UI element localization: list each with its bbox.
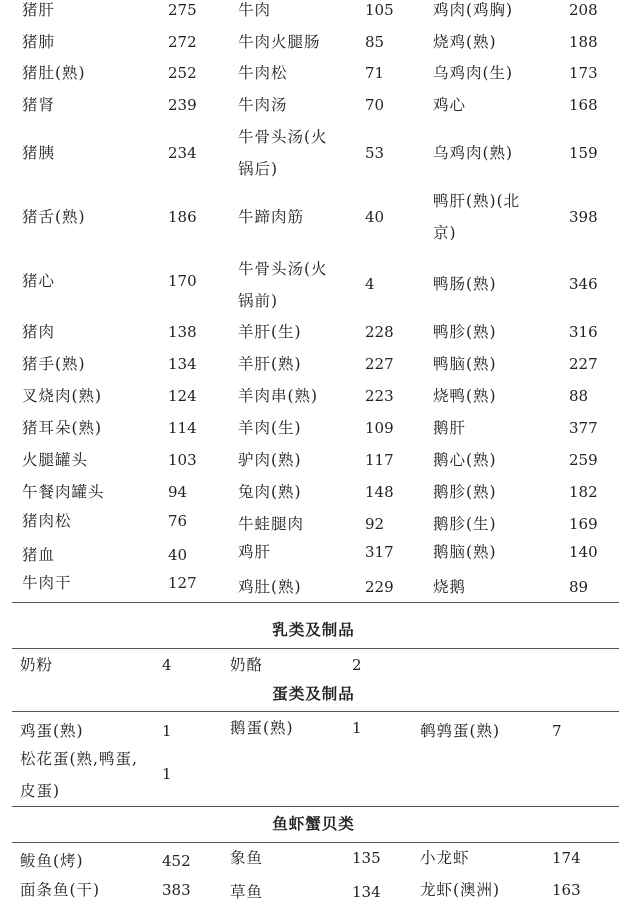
food-name: 草鱼 bbox=[230, 883, 264, 901]
purine-value: 208 bbox=[569, 1, 598, 19]
purine-value: 53 bbox=[365, 144, 385, 162]
purine-value: 85 bbox=[365, 33, 385, 51]
table-rule bbox=[12, 602, 619, 603]
food-name: 火腿罐头 bbox=[22, 451, 89, 469]
food-name: 鸡蛋(熟) bbox=[20, 722, 84, 740]
food-name: 鸭胗(熟) bbox=[433, 323, 497, 341]
purine-value: 174 bbox=[552, 849, 581, 867]
purine-value: 259 bbox=[569, 451, 598, 469]
purine-value: 124 bbox=[168, 387, 197, 405]
food-name: 牛肉 bbox=[238, 1, 272, 19]
food-name: 午餐肉罐头 bbox=[22, 483, 105, 501]
purine-value: 92 bbox=[365, 515, 385, 533]
food-name: 猪胰 bbox=[22, 144, 56, 162]
purine-value: 377 bbox=[569, 419, 598, 437]
purine-value: 159 bbox=[569, 144, 598, 162]
food-name: 鹅心(熟) bbox=[433, 451, 497, 469]
food-name-line2: 京) bbox=[433, 224, 457, 242]
purine-value: 7 bbox=[552, 722, 562, 740]
purine-value: 398 bbox=[569, 208, 598, 226]
food-name: 羊肉(生) bbox=[238, 419, 302, 437]
purine-value: 173 bbox=[569, 64, 598, 82]
food-name: 猪肉 bbox=[22, 323, 56, 341]
food-name-line1: 牛骨头汤(火 bbox=[238, 260, 328, 278]
food-name: 龙虾(澳洲) bbox=[420, 881, 501, 899]
purine-value: 70 bbox=[365, 96, 385, 114]
food-name: 羊肉串(熟) bbox=[238, 387, 319, 405]
food-name: 兔肉(熟) bbox=[238, 483, 302, 501]
purine-value: 346 bbox=[569, 275, 598, 293]
purine-value: 186 bbox=[168, 208, 197, 226]
food-name: 鹅脑(熟) bbox=[433, 543, 497, 561]
purine-value: 227 bbox=[365, 355, 394, 373]
food-name: 叉烧肉(熟) bbox=[22, 387, 103, 405]
table-rule bbox=[12, 711, 619, 712]
food-name: 鸡肉(鸡胸) bbox=[433, 1, 514, 19]
food-name: 小龙虾 bbox=[420, 849, 470, 867]
food-name: 鸡心 bbox=[433, 96, 467, 114]
food-name: 烧鹅 bbox=[433, 578, 467, 596]
food-name: 鹅胗(熟) bbox=[433, 483, 497, 501]
purine-value: 114 bbox=[168, 419, 197, 437]
food-name: 猪舌(熟) bbox=[22, 208, 86, 226]
food-name: 猪肝 bbox=[22, 1, 56, 19]
purine-value: 4 bbox=[162, 656, 172, 674]
food-name: 鸭肠(熟) bbox=[433, 275, 497, 293]
food-name-line1: 鸭肝(熟)(北 bbox=[433, 192, 521, 210]
food-name: 鹅肝 bbox=[433, 419, 467, 437]
purine-value: 452 bbox=[162, 852, 191, 870]
food-name: 猪肺 bbox=[22, 33, 56, 51]
purine-value: 88 bbox=[569, 387, 589, 405]
purine-value: 168 bbox=[569, 96, 598, 114]
food-name: 猪肚(熟) bbox=[22, 64, 86, 82]
purine-value: 117 bbox=[365, 451, 394, 469]
purine-value: 182 bbox=[569, 483, 598, 501]
purine-value: 317 bbox=[365, 543, 394, 561]
food-name: 猪肉松 bbox=[22, 512, 72, 530]
purine-value: 103 bbox=[168, 451, 197, 469]
food-name: 奶粉 bbox=[20, 656, 54, 674]
purine-value: 105 bbox=[365, 1, 394, 19]
purine-value: 76 bbox=[168, 512, 188, 530]
purine-value: 229 bbox=[365, 578, 394, 596]
purine-value: 227 bbox=[569, 355, 598, 373]
section-title-seafood: 鱼虾蟹贝类 bbox=[272, 814, 355, 833]
food-name-line2: 皮蛋) bbox=[20, 782, 61, 800]
food-name: 鸡肚(熟) bbox=[238, 578, 302, 596]
section-title-eggs: 蛋类及制品 bbox=[272, 684, 355, 703]
food-name: 猪血 bbox=[22, 546, 56, 564]
purine-value: 89 bbox=[569, 578, 589, 596]
food-name-line2: 锅前) bbox=[238, 292, 279, 310]
purine-value: 134 bbox=[168, 355, 197, 373]
table-rule bbox=[12, 648, 619, 649]
food-name: 鹌鹑蛋(熟) bbox=[420, 722, 501, 740]
purine-value: 140 bbox=[569, 543, 598, 561]
food-name: 鲅鱼(烤) bbox=[20, 852, 84, 870]
food-name-line1: 松花蛋(熟,鸭蛋, bbox=[20, 750, 138, 768]
food-name: 牛肉松 bbox=[238, 64, 288, 82]
food-name: 牛肉干 bbox=[22, 574, 72, 592]
food-name: 烧鸡(熟) bbox=[433, 33, 497, 51]
purine-value: 127 bbox=[168, 574, 197, 592]
food-name: 牛肉火腿肠 bbox=[238, 33, 321, 51]
purine-value: 109 bbox=[365, 419, 394, 437]
food-name: 烧鸭(熟) bbox=[433, 387, 497, 405]
food-name: 羊肝(熟) bbox=[238, 355, 302, 373]
food-name: 鸭脑(熟) bbox=[433, 355, 497, 373]
food-name: 驴肉(熟) bbox=[238, 451, 302, 469]
purine-value: 316 bbox=[569, 323, 598, 341]
food-name: 牛蛙腿肉 bbox=[238, 515, 305, 533]
food-name: 猪手(熟) bbox=[22, 355, 86, 373]
purine-value: 135 bbox=[352, 849, 381, 867]
purine-value: 1 bbox=[162, 765, 172, 783]
purine-value: 188 bbox=[569, 33, 598, 51]
purine-value: 383 bbox=[162, 881, 191, 899]
purine-value: 228 bbox=[365, 323, 394, 341]
purine-value: 252 bbox=[168, 64, 197, 82]
food-name-line1: 牛骨头汤(火 bbox=[238, 128, 328, 146]
purine-value: 148 bbox=[365, 483, 394, 501]
purine-value: 169 bbox=[569, 515, 598, 533]
purine-value: 272 bbox=[168, 33, 197, 51]
purine-value: 2 bbox=[352, 656, 362, 674]
food-name: 面条鱼(干) bbox=[20, 881, 101, 899]
food-name: 奶酪 bbox=[230, 656, 264, 674]
purine-value: 4 bbox=[365, 275, 375, 293]
food-name: 羊肝(生) bbox=[238, 323, 302, 341]
food-name: 象鱼 bbox=[230, 849, 264, 867]
purine-value: 40 bbox=[365, 208, 385, 226]
purine-value: 134 bbox=[352, 883, 381, 901]
section-title-dairy: 乳类及制品 bbox=[272, 620, 355, 639]
food-name: 猪肾 bbox=[22, 96, 56, 114]
purine-value: 40 bbox=[168, 546, 188, 564]
purine-value: 239 bbox=[168, 96, 197, 114]
purine-value: 223 bbox=[365, 387, 394, 405]
purine-value: 163 bbox=[552, 881, 581, 899]
purine-value: 170 bbox=[168, 272, 197, 290]
purine-value: 1 bbox=[352, 719, 362, 737]
purine-value: 71 bbox=[365, 64, 385, 82]
food-name: 牛肉汤 bbox=[238, 96, 288, 114]
purine-value: 1 bbox=[162, 722, 172, 740]
purine-value: 138 bbox=[168, 323, 197, 341]
food-name: 鹅胗(生) bbox=[433, 515, 497, 533]
food-name: 鹅蛋(熟) bbox=[230, 719, 294, 737]
table-rule bbox=[12, 806, 619, 807]
food-name: 乌鸡肉(生) bbox=[433, 64, 514, 82]
food-name: 鸡肝 bbox=[238, 543, 272, 561]
purine-value: 234 bbox=[168, 144, 197, 162]
food-name: 猪耳朵(熟) bbox=[22, 419, 103, 437]
food-name: 猪心 bbox=[22, 272, 56, 290]
purine-value: 275 bbox=[168, 1, 197, 19]
food-name: 牛蹄肉筋 bbox=[238, 208, 305, 226]
food-name-line2: 锅后) bbox=[238, 160, 279, 178]
table-rule bbox=[12, 842, 619, 843]
food-name: 乌鸡肉(熟) bbox=[433, 144, 514, 162]
purine-value: 94 bbox=[168, 483, 188, 501]
